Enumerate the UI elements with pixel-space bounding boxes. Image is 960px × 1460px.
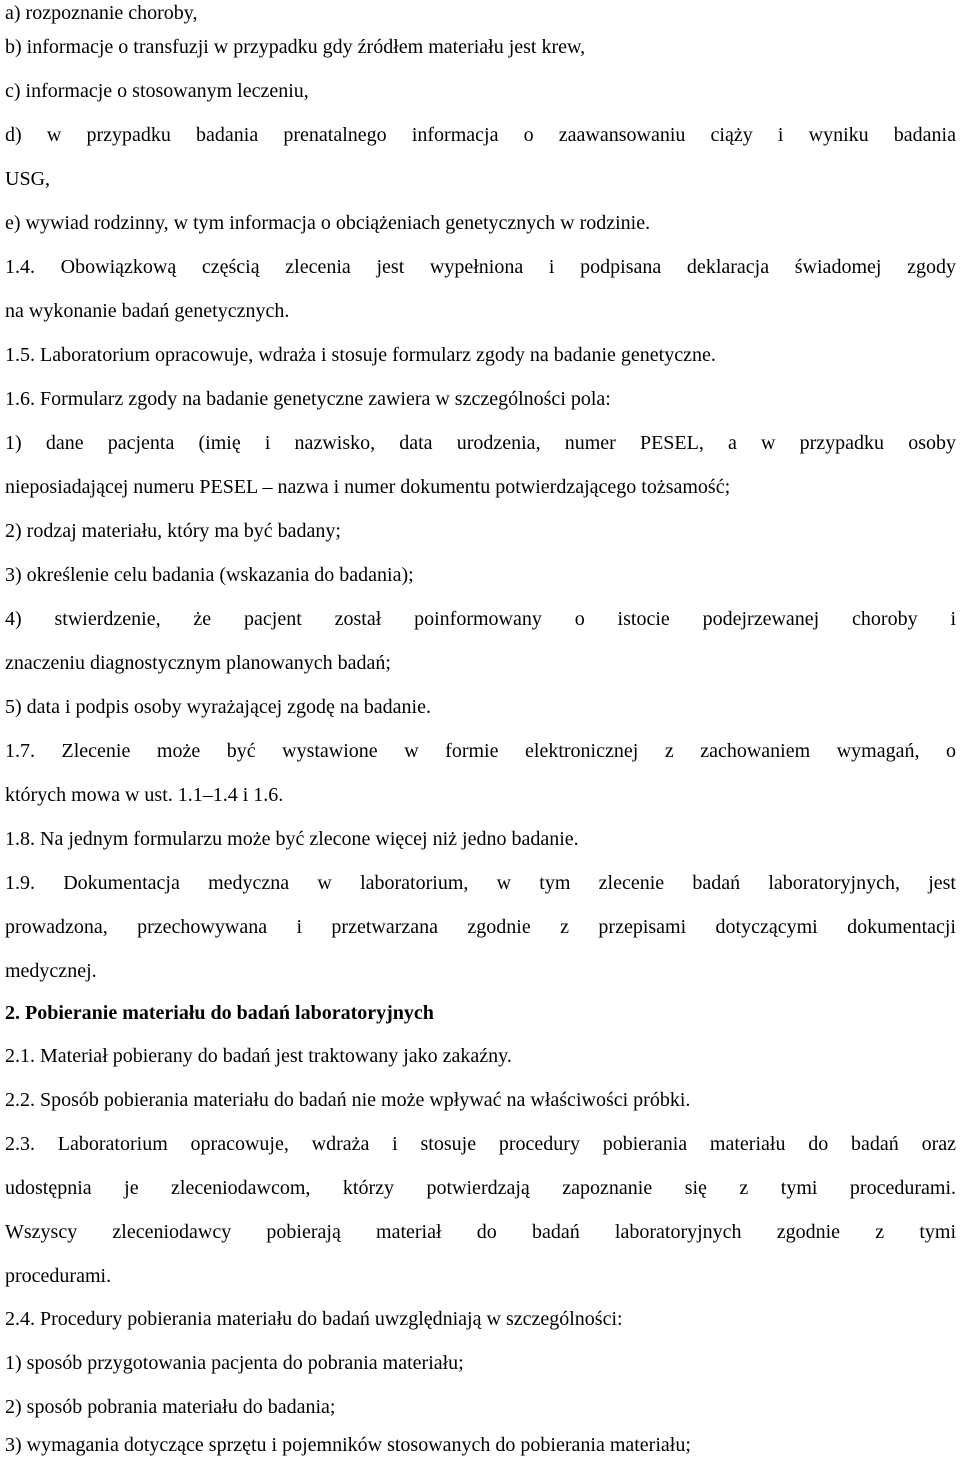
list-item-d: d) w przypadku badania prenatalnego informacja o zaawansowaniu ciąży i wyniku badania [5, 124, 956, 146]
paragraph-1-4-cont: na wykonanie badań genetycznych. [5, 300, 290, 322]
list-item-b: b) informacje o transfuzji w przypadku gdy źródłem materiału jest krew, [5, 36, 586, 58]
list-item-a: a) rozpoznanie choroby, [5, 2, 198, 24]
consent-field-1: 1) dane pacjenta (imię i nazwisko, data urodzenia, numer PESEL, a w przypadku osoby [5, 432, 956, 454]
paragraph-1-6: 1.6. Formularz zgody na badanie genetyczne zawiera w szczególności pola: [5, 388, 611, 410]
paragraph-1-4: 1.4. Obowiązkową częścią zlecenia jest wypełniona i podpisana deklaracja świadomej zgody [5, 256, 956, 278]
procedure-item-3: 3) wymagania dotyczące sprzętu i pojemników stosowanych do pobierania materiału; [5, 1434, 691, 1456]
paragraph-1-7: 1.7. Zlecenie może być wystawione w formie elektronicznej z zachowaniem wymagań, o [5, 740, 956, 762]
paragraph-2-3-end: procedurami. [5, 1265, 112, 1287]
consent-field-2: 2) rodzaj materiału, który ma być badany; [5, 520, 341, 542]
consent-field-4: 4) stwierdzenie, że pacjent został poinformowany o istocie podejrzewanej choroby i [5, 608, 956, 630]
procedure-item-1: 1) sposób przygotowania pacjenta do pobrania materiału; [5, 1352, 464, 1374]
paragraph-1-9-cont: prowadzona, przechowywana i przetwarzana zgodnie z przepisami dotyczącymi dokumentacji [5, 916, 956, 938]
paragraph-2-1: 2.1. Materiał pobierany do badań jest traktowany jako zakaźny. [5, 1045, 512, 1067]
paragraph-2-2: 2.2. Sposób pobierania materiału do badań nie może wpływać na właściwości próbki. [5, 1089, 691, 1111]
paragraph-1-9: 1.9. Dokumentacja medyczna w laboratorium, w tym zlecenie badań laboratoryjnych, jest [5, 872, 956, 894]
procedure-item-2: 2) sposób pobrania materiału do badania; [5, 1396, 336, 1418]
consent-field-1-cont: nieposiadającej numeru PESEL – nazwa i numer dokumentu potwierdzającego tożsamość; [5, 476, 731, 498]
consent-field-5: 5) data i podpis osoby wyrażającej zgodę na badanie. [5, 696, 431, 718]
paragraph-2-4: 2.4. Procedury pobierania materiału do badań uwzględniają w szczególności: [5, 1308, 623, 1330]
paragraph-1-9-end: medycznej. [5, 960, 97, 982]
list-item-c: c) informacje o stosowanym leczeniu, [5, 80, 309, 102]
list-item-d-cont: USG, [5, 168, 51, 190]
paragraph-2-3-cont: udostępnia je zleceniodawcom, którzy potwierdzają zapoznanie się z tymi procedurami. [5, 1177, 956, 1199]
paragraph-2-3-cont-2: Wszyscy zleceniodawcy pobierają materiał do badań laboratoryjnych zgodnie z tymi [5, 1221, 956, 1243]
section-heading: 2. Pobieranie materiału do badań laboratoryjnych [5, 1002, 434, 1024]
list-item-e: e) wywiad rodzinny, w tym informacja o obciążeniach genetycznych w rodzinie. [5, 212, 651, 234]
paragraph-1-7-cont: których mowa w ust. 1.1–1.4 i 1.6. [5, 784, 284, 806]
paragraph-1-8: 1.8. Na jednym formularzu może być zlecone więcej niż jedno badanie. [5, 828, 579, 850]
consent-field-4-cont: znaczeniu diagnostycznym planowanych badań; [5, 652, 391, 674]
paragraph-2-3: 2.3. Laboratorium opracowuje, wdraża i stosuje procedury pobierania materiału do badań oraz [5, 1133, 956, 1155]
paragraph-1-5: 1.5. Laboratorium opracowuje, wdraża i stosuje formularz zgody na badanie genetyczne. [5, 344, 716, 366]
consent-field-3: 3) określenie celu badania (wskazania do badania); [5, 564, 414, 586]
